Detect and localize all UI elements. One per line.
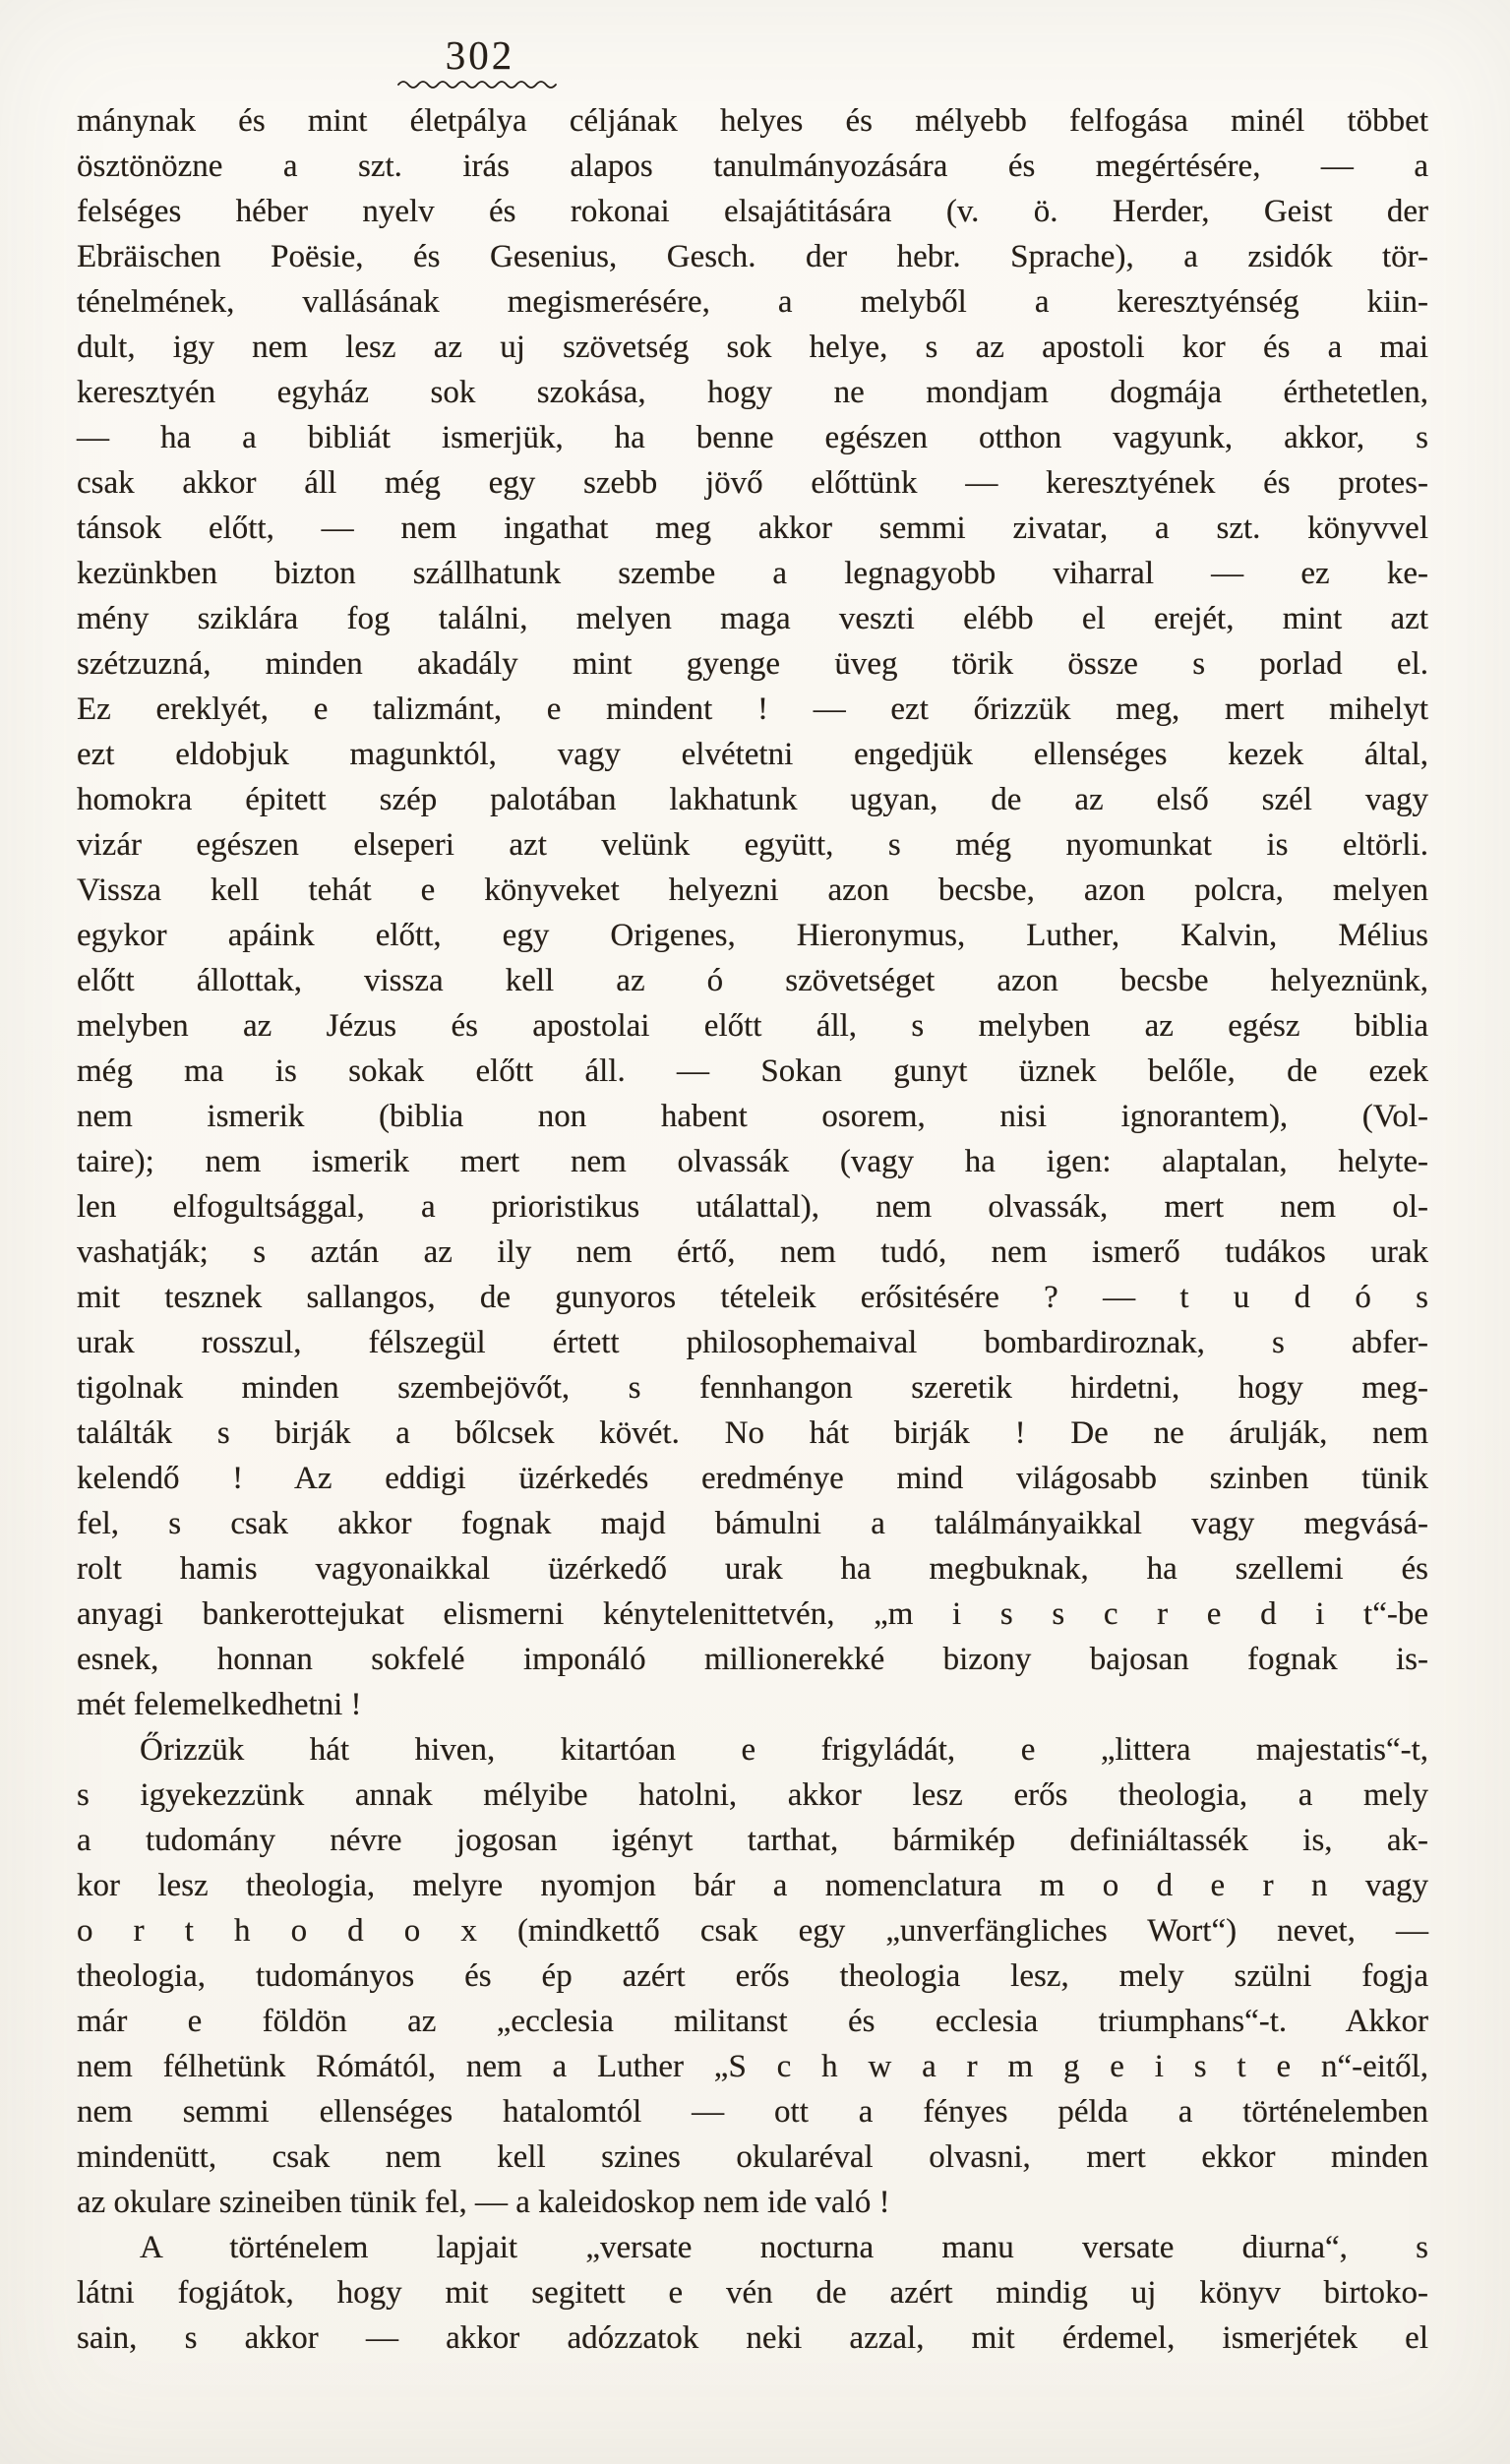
- text-line: A történelem lapjait „versate nocturna manu versate diurna“, s: [140, 2230, 1428, 2265]
- text-line: mánynak és mint életpálya céljának helyes és mélyebb felfogása minél többet: [77, 103, 1428, 139]
- text-line: homokra épitett szép palotában lakhatunk ugyan, de az első szél vagy: [77, 782, 1428, 817]
- text-line: felséges héber nyelv és rokonai elsajátitására (v. ö. Herder, Geist der: [77, 194, 1428, 229]
- text-line: már e földön az „ecclesia militanst és ecclesia triumphans“-t. Akkor: [77, 2004, 1428, 2039]
- text-line: kelendő ! Az eddigi üzérkedés eredménye mind világosabb szinben tünik: [77, 1461, 1428, 1496]
- text-line: a tudomány névre jogosan igényt tarthat, bármikép definiáltassék is, ak-: [77, 1823, 1428, 1858]
- text-line: egykor apáink előtt, egy Origenes, Hieronymus, Luther, Kalvin, Mélius: [77, 918, 1428, 953]
- text-line: nem félhetünk Rómától, nem a Luther „S c h w a r m g e i s t e n“-eitől,: [77, 2049, 1428, 2084]
- text-line: — ha a bibliát ismerjük, ha benne egészen otthon vagyunk, akkor, s: [77, 420, 1428, 455]
- text-line: vashatják; s aztán az ily nem értő, nem tudó, nem ismerő tudákos urak: [77, 1234, 1428, 1270]
- text-line: mindenütt, csak nem kell szines okularéval olvasni, mert ekkor minden: [77, 2139, 1428, 2175]
- text-line: Vissza kell tehát e könyveket helyezni azon becsbe, azon polcra, melyen: [77, 872, 1428, 908]
- text-line: tigolnak minden szembejövőt, s fennhangon szeretik hirdetni, hogy meg-: [77, 1370, 1428, 1406]
- text-line: találták s birják a bőlcsek kövét. No hát birják ! De ne árulják, nem: [77, 1415, 1428, 1451]
- page-text: [77, 98, 1428, 2361]
- text-line: szétzuzná, minden akadály mint gyenge üveg törik össze s porlad el.: [77, 646, 1428, 682]
- text-line: tánsok előtt, — nem ingathat meg akkor semmi zivatar, a szt. könyvvel: [77, 511, 1428, 546]
- text-line: még ma is sokak előtt áll. — Sokan gunyt üznek belőle, de ezek: [77, 1053, 1428, 1089]
- text-line: Őrizzük hát hiven, kitartóan e frigyládát, e „littera majestatis“-t,: [140, 1732, 1428, 1768]
- text-line: az okulare szineiben tünik fel, — a kaleidoskop nem ide való !: [77, 2185, 890, 2220]
- text-line: előtt állottak, vissza kell az ó szövetséget azon becsbe helyeznünk,: [77, 963, 1428, 998]
- text-line: melyben az Jézus és apostolai előtt áll, s melyben az egész biblia: [77, 1008, 1428, 1044]
- text-line: rolt hamis vagyonaikkal üzérkedő urak ha megbuknak, ha szellemi és: [77, 1551, 1428, 1587]
- text-line: mény sziklára fog találni, melyen maga veszti elébb el erejét, mint azt: [77, 601, 1428, 636]
- text-line: esnek, honnan sokfelé imponáló millionerekké bizony bajosan fognak is-: [77, 1642, 1428, 1677]
- text-line: nem semmi ellenséges hatalomtól — ott a fényes példa a történelemben: [77, 2094, 1428, 2130]
- text-line: o r t h o d o x (mindkettő csak egy „unverfängliches Wort“) nevet, —: [77, 1913, 1428, 1949]
- text-line: látni fogjátok, hogy mit segitett e vén de azért mindig uj könyv birtoko-: [77, 2275, 1428, 2311]
- text-line: csak akkor áll még egy szebb jövő előttünk — keresztyének és protes-: [77, 465, 1428, 501]
- text-line: len elfogultsággal, a prioristikus utálattal), nem olvassák, mert nem ol-: [77, 1189, 1428, 1225]
- text-line: mét felemelkedhetni !: [77, 1687, 362, 1722]
- text-line: sain, s akkor — akkor adózzatok neki azzal, mit érdemel, ismerjétek el: [77, 2320, 1428, 2356]
- page-header: [392, 33, 569, 90]
- text-line: dult, igy nem lesz az uj szövetség sok helye, s az apostoli kor és a mai: [77, 330, 1428, 365]
- text-line: s igyekezzünk annak mélyibe hatolni, akkor lesz erős theologia, a mely: [77, 1777, 1428, 1813]
- text-line: ezt eldobjuk magunktól, vagy elvétetni engedjük ellenséges kezek által,: [77, 737, 1428, 772]
- text-line: taire); nem ismerik mert nem olvassák (vagy ha igen: alaptalan, helyte-: [77, 1144, 1428, 1179]
- text-line: nem ismerik (biblia non habent osorem, nisi ignorantem), (Vol-: [77, 1099, 1428, 1134]
- text-line: Ebräischen Poësie, és Gesenius, Gesch. der hebr. Sprache), a zsidók tör-: [77, 239, 1428, 274]
- text-line: kor lesz theologia, melyre nyomjon bár a nomenclatura m o d e r n vagy: [77, 1868, 1428, 1903]
- wavy-underline-decoration: [396, 78, 564, 90]
- text-line: Ez ereklyét, e talizmánt, e mindent ! — ezt őrizzük meg, mert mihelyt: [77, 691, 1428, 727]
- text-line: keresztyén egyház sok szokása, hogy ne mondjam dogmája érthetetlen,: [77, 375, 1428, 410]
- page-number: 302: [445, 32, 515, 78]
- text-line: mit tesznek sallangos, de gunyoros tételeik erősitésére ? — t u d ó s: [77, 1280, 1428, 1315]
- text-line: theologia, tudományos és ép azért erős theologia lesz, mely szülni fogja: [77, 1958, 1428, 1994]
- text-line: urak rosszul, félszegül értett philosophemaival bombardiroznak, s abfer-: [77, 1325, 1428, 1360]
- text-line: ösztönözne a szt. irás alapos tanulmányozására és megértésére, — a: [77, 149, 1428, 184]
- text-line: fel, s csak akkor fognak majd bámulni a találmányaikkal vagy megvásá-: [77, 1506, 1428, 1541]
- text-line: vizár egészen elseperi azt velünk együtt, s még nyomunkat is eltörli.: [77, 827, 1428, 863]
- text-line: anyagi bankerottejukat elismerni kénytelenittetvén, „m i s s c r e d i t“-be: [77, 1596, 1428, 1632]
- text-line: kezünkben bizton szállhatunk szembe a legnagyobb viharral — ez ke-: [77, 556, 1428, 591]
- text-line: ténelmének, vallásának megismerésére, a melyből a keresztyénség kiin-: [77, 284, 1428, 320]
